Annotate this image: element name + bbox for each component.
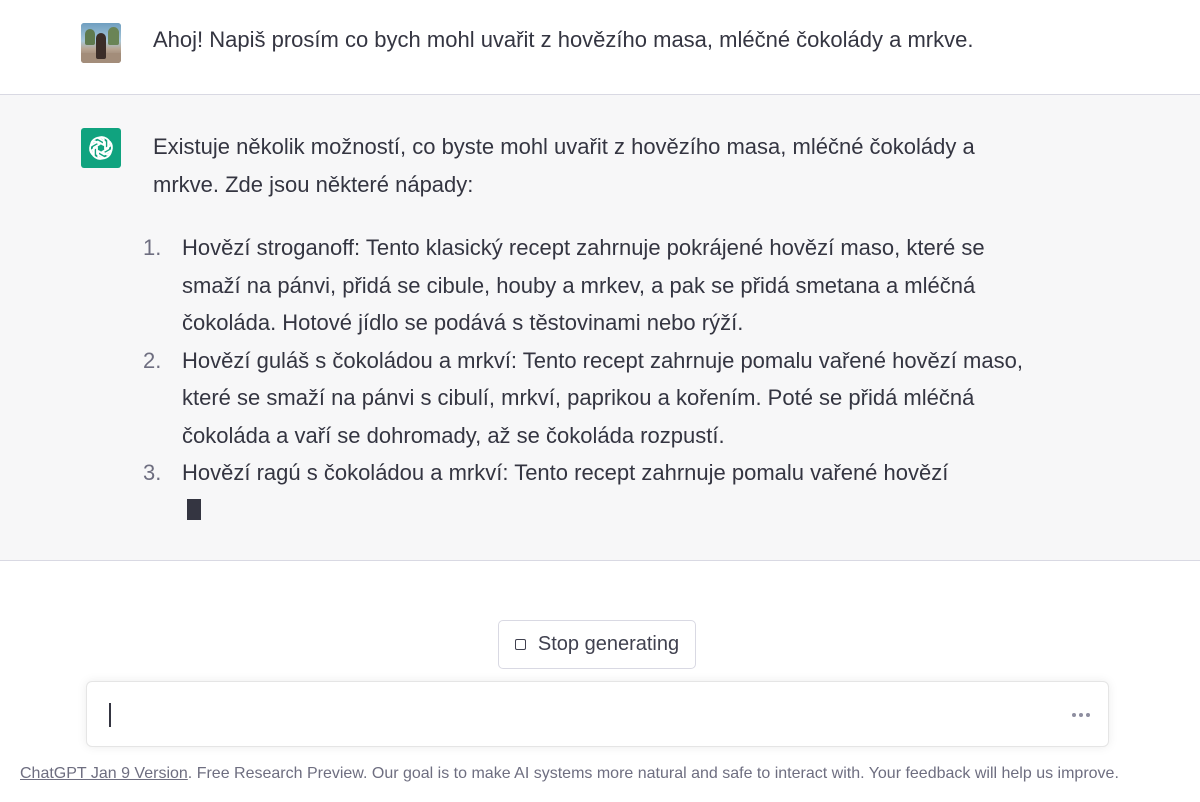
list-item-text: Hovězí ragú s čokoládou a mrkví: Tento recept zahrnuje pomalu vařené hovězí bbox=[182, 460, 949, 485]
stop-square-icon bbox=[515, 639, 526, 650]
stop-generating-label: Stop generating bbox=[537, 633, 680, 655]
stop-generating-button[interactable] bbox=[498, 620, 696, 669]
text-caret bbox=[109, 703, 111, 727]
user-message-row bbox=[0, 0, 1200, 95]
assistant-intro bbox=[153, 128, 1013, 204]
message-input[interactable] bbox=[86, 681, 1109, 747]
list-item-number: 3. bbox=[143, 460, 162, 485]
user-message-text: Ahoj! Napiš prosím co bych mohl uvařit z hovězího masa, mléčné čokolády a mrkve. bbox=[153, 27, 974, 52]
list-item bbox=[143, 342, 1023, 455]
footer-disclaimer bbox=[20, 763, 1190, 785]
list-item-text: Hovězí guláš s čokoládou a mrkví: Tento recept zahrnuje pomalu vařené hovězí maso, které se smaží na pánvi s cibulí, mrkví, paprikou a kořením. Poté se přidá mléčná čokoláda a vaří se dohromady, až se čokoláda rozpustí. bbox=[182, 347, 1023, 448]
footer-text: . Free Research Preview. Our goal is to make AI systems more natural and safe to interact with. Your feedback will help us improve. bbox=[187, 765, 1119, 782]
assistant-intro-text: Existuje několik možností, co byste mohl uvařit z hovězího masa, mléčné čokolády a mrkve. Zde jsou některé nápady: bbox=[153, 134, 975, 197]
typing-cursor bbox=[187, 499, 201, 520]
user-avatar bbox=[81, 23, 121, 63]
list-item bbox=[143, 229, 1023, 342]
list-item-text: Hovězí stroganoff: Tento klasický recept zahrnuje pokrájené hovězí maso, které se smaží na pánvi, přidá se cibule, houby a mrkev, a pak se přidá smetana a mléčná čokoláda. Hotové jídlo se podává s těstovinami nebo rýží. bbox=[182, 235, 985, 335]
suggestion-list bbox=[143, 229, 1023, 492]
list-item bbox=[143, 454, 1023, 492]
list-item-number: 2. bbox=[143, 347, 162, 373]
version-link[interactable]: ChatGPT Jan 9 Version bbox=[20, 765, 188, 782]
assistant-message-row bbox=[0, 95, 1200, 561]
openai-logo-icon bbox=[81, 128, 121, 168]
list-item-number: 1. bbox=[143, 235, 162, 260]
more-dots-icon bbox=[1072, 713, 1090, 717]
